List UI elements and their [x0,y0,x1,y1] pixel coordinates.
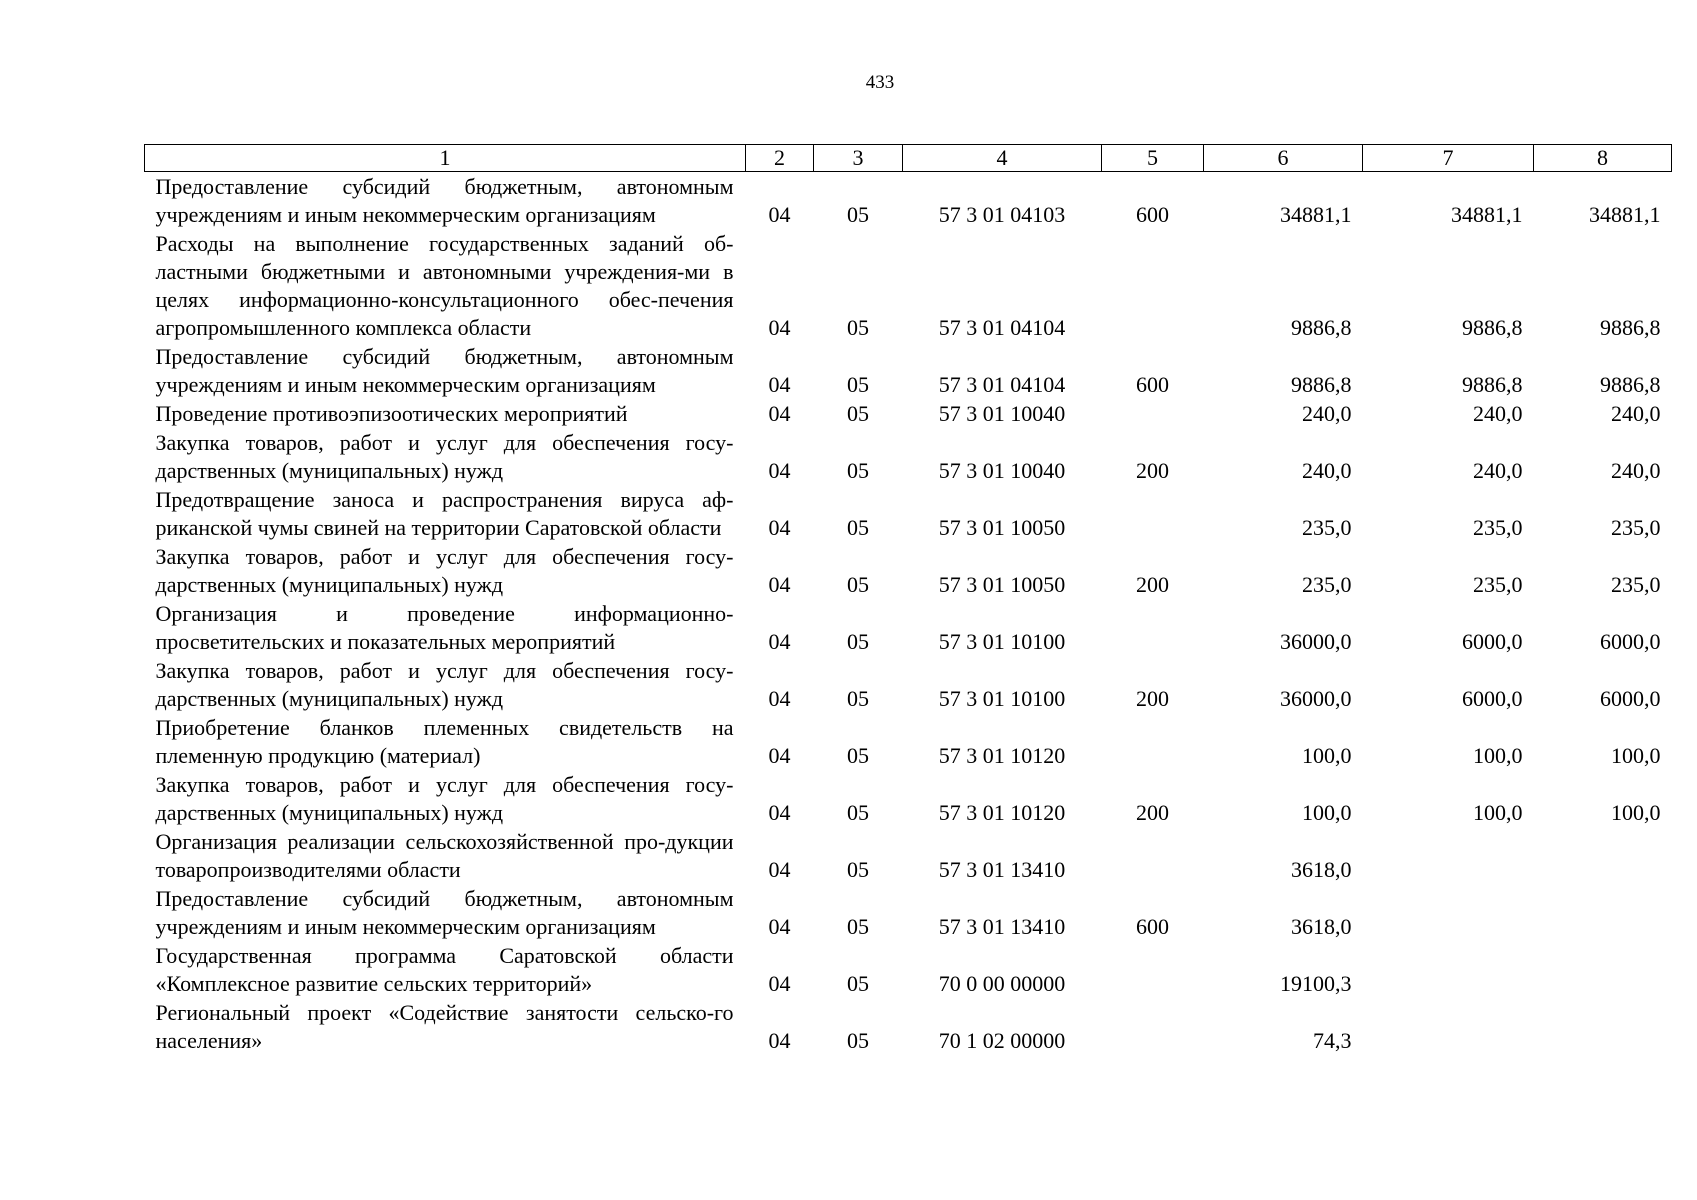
row-amount-col7: 6000,0 [1462,629,1523,654]
row-amount-col6: 3618,0 [1291,857,1352,882]
row-target-code: 57 3 01 04104 [938,315,1066,340]
row-subsection: 05 [847,857,869,882]
row-amount-col6: 34881,1 [1280,202,1352,227]
row-description: Предоставление субсидий бюджетным, автономным учреждениям и иным некоммерческим организациям [155,344,734,397]
row-description: Закупка товаров, работ и услуг для обеспечения госу-дарственных (муниципальных) нужд [155,544,734,597]
table-row [145,172,1672,230]
row-amount-col7: 240,0 [1473,458,1523,483]
row-amount-col7 [1363,998,1534,1055]
row-expense-type [1102,713,1204,770]
row-section: 04 [768,971,791,996]
row-target-code: 57 3 01 10050 [938,515,1066,540]
row-subsection: 05 [847,743,869,768]
row-subsection: 05 [847,971,869,996]
row-target-code: 57 3 01 10120 [938,743,1066,768]
row-amount-col7: 9886,8 [1462,372,1523,397]
row-subsection: 05 [847,515,869,540]
row-expense-type [1102,998,1204,1055]
row-expense-type: 200 [1136,572,1169,597]
row-description: Закупка товаров, работ и услуг для обеспечения госу-дарственных (муниципальных) нужд [155,430,734,483]
budget-table [144,144,1672,1055]
row-description: Предоставление субсидий бюджетным, автономным учреждениям и иным некоммерческим организациям [155,174,734,227]
row-subsection: 05 [847,686,869,711]
row-amount-col6: 36000,0 [1280,686,1352,711]
row-subsection: 05 [847,401,869,426]
row-section: 04 [768,914,791,939]
row-amount-col8: 235,0 [1611,515,1661,540]
header-col-4: 4 [903,145,1102,172]
header-col-5: 5 [1102,145,1204,172]
row-amount-col8 [1534,827,1672,884]
row-amount-col7: 9886,8 [1462,315,1523,340]
table-row [145,713,1672,770]
row-expense-type [1102,599,1204,656]
row-description: Региональный проект «Содействие занятости сельско-го населения» [155,1000,734,1053]
table-row [145,229,1672,342]
row-target-code: 57 3 01 04103 [938,202,1066,227]
row-amount-col6: 240,0 [1302,458,1352,483]
row-target-code: 57 3 01 13410 [938,857,1066,882]
row-expense-type: 200 [1136,800,1169,825]
row-amount-col6: 19100,3 [1280,971,1352,996]
row-amount-col8 [1534,941,1672,998]
table-row [145,827,1672,884]
row-section: 04 [768,401,791,426]
row-description: Расходы на выполнение государственных заданий об-ластными бюджетными и автономными учреждения-ми в целях информационно-консультационного обес-печения агропромышленного комплекса области [155,231,734,340]
row-amount-col8: 100,0 [1611,743,1661,768]
table-row [145,884,1672,941]
header-col-8: 8 [1534,145,1672,172]
row-expense-type: 600 [1136,372,1169,397]
row-amount-col8: 9886,8 [1600,315,1661,340]
row-section: 04 [768,315,791,340]
row-subsection: 05 [847,629,869,654]
row-target-code: 57 3 01 13410 [938,914,1066,939]
row-amount-col7: 6000,0 [1462,686,1523,711]
row-amount-col7 [1363,884,1534,941]
table-row [145,656,1672,713]
table-row [145,599,1672,656]
row-subsection: 05 [847,202,869,227]
row-description: Предоставление субсидий бюджетным, автономным учреждениям и иным некоммерческим организациям [155,886,734,939]
row-target-code: 57 3 01 10120 [938,800,1066,825]
row-description: Закупка товаров, работ и услуг для обеспечения госу-дарственных (муниципальных) нужд [155,658,734,711]
row-subsection: 05 [847,315,869,340]
row-amount-col6: 235,0 [1302,572,1352,597]
row-section: 04 [768,372,791,397]
row-section: 04 [768,515,791,540]
row-target-code: 57 3 01 04104 [938,372,1066,397]
row-section: 04 [768,743,791,768]
row-section: 04 [768,857,791,882]
row-amount-col6: 9886,8 [1291,372,1352,397]
row-section: 04 [768,458,791,483]
row-amount-col6: 74,3 [1313,1028,1352,1053]
row-amount-col6: 240,0 [1302,401,1352,426]
header-col-7: 7 [1363,145,1534,172]
row-amount-col6: 3618,0 [1291,914,1352,939]
row-expense-type [1102,827,1204,884]
row-target-code: 57 3 01 10100 [938,686,1066,711]
row-expense-type: 200 [1136,458,1169,483]
row-section: 04 [768,686,791,711]
row-subsection: 05 [847,914,869,939]
row-amount-col6: 100,0 [1302,743,1352,768]
row-subsection: 05 [847,372,869,397]
row-section: 04 [768,572,791,597]
row-subsection: 05 [847,1028,869,1053]
table-row [145,770,1672,827]
table-body [145,172,1672,1056]
row-amount-col6: 100,0 [1302,800,1352,825]
table-row [145,428,1672,485]
row-amount-col8: 9886,8 [1600,372,1661,397]
row-expense-type: 200 [1136,686,1169,711]
row-amount-col6: 235,0 [1302,515,1352,540]
row-description: Организация и проведение информационно-просветительских и показательных мероприятий [155,601,734,654]
row-description: Предотвращение заноса и распространения вируса аф-риканской чумы свиней на территории Саратовской области [155,487,734,540]
header-col-6: 6 [1204,145,1363,172]
row-description: Приобретение бланков племенных свидетельств на племенную продукцию (материал) [155,715,734,768]
row-amount-col8: 100,0 [1611,800,1661,825]
row-amount-col8: 240,0 [1611,458,1661,483]
row-section: 04 [768,629,791,654]
table-row [145,998,1672,1055]
row-amount-col8: 240,0 [1611,401,1661,426]
table-row [145,542,1672,599]
row-target-code: 70 0 00 00000 [938,971,1066,996]
row-target-code: 57 3 01 10040 [938,458,1066,483]
header-col-3: 3 [814,145,903,172]
row-description: Закупка товаров, работ и услуг для обеспечения госу-дарственных (муниципальных) нужд [155,772,734,825]
row-amount-col8 [1534,884,1672,941]
row-section: 04 [768,1028,791,1053]
row-subsection: 05 [847,458,869,483]
row-amount-col7 [1363,941,1534,998]
row-amount-col7: 235,0 [1473,572,1523,597]
row-amount-col8: 6000,0 [1600,686,1661,711]
row-expense-type: 600 [1136,202,1169,227]
row-expense-type [1102,399,1204,428]
row-amount-col6: 9886,8 [1291,315,1352,340]
row-expense-type: 600 [1136,914,1169,939]
row-section: 04 [768,202,791,227]
row-amount-col7: 100,0 [1473,743,1523,768]
row-section: 04 [768,800,791,825]
row-subsection: 05 [847,572,869,597]
row-amount-col7: 235,0 [1473,515,1523,540]
table-row [145,399,1672,428]
row-target-code: 70 1 02 00000 [938,1028,1066,1053]
row-expense-type [1102,485,1204,542]
row-target-code: 57 3 01 10050 [938,572,1066,597]
row-amount-col6: 36000,0 [1280,629,1352,654]
table-row [145,342,1672,399]
table-row [145,485,1672,542]
row-amount-col7: 240,0 [1473,401,1523,426]
row-description: Проведение противоэпизоотических мероприятий [155,401,628,426]
row-expense-type [1102,941,1204,998]
header-col-1: 1 [145,145,746,172]
row-amount-col7: 100,0 [1473,800,1523,825]
row-description: Организация реализации сельскохозяйственной про-дукции товаропроизводителями области [155,829,734,882]
row-amount-col7: 34881,1 [1451,202,1523,227]
row-amount-col8: 235,0 [1611,572,1661,597]
row-subsection: 05 [847,800,869,825]
header-row [145,145,1672,172]
row-expense-type [1102,229,1204,342]
page-number: 433 [865,72,895,93]
header-col-2: 2 [746,145,814,172]
table-row [145,941,1672,998]
row-target-code: 57 3 01 10100 [938,629,1066,654]
row-amount-col8: 34881,1 [1589,202,1661,227]
row-amount-col8 [1534,998,1672,1055]
row-target-code: 57 3 01 10040 [938,401,1066,426]
row-amount-col8: 6000,0 [1600,629,1661,654]
row-description: Государственная программа Саратовской области «Комплексное развитие сельских территорий» [155,943,734,996]
row-amount-col7 [1363,827,1534,884]
